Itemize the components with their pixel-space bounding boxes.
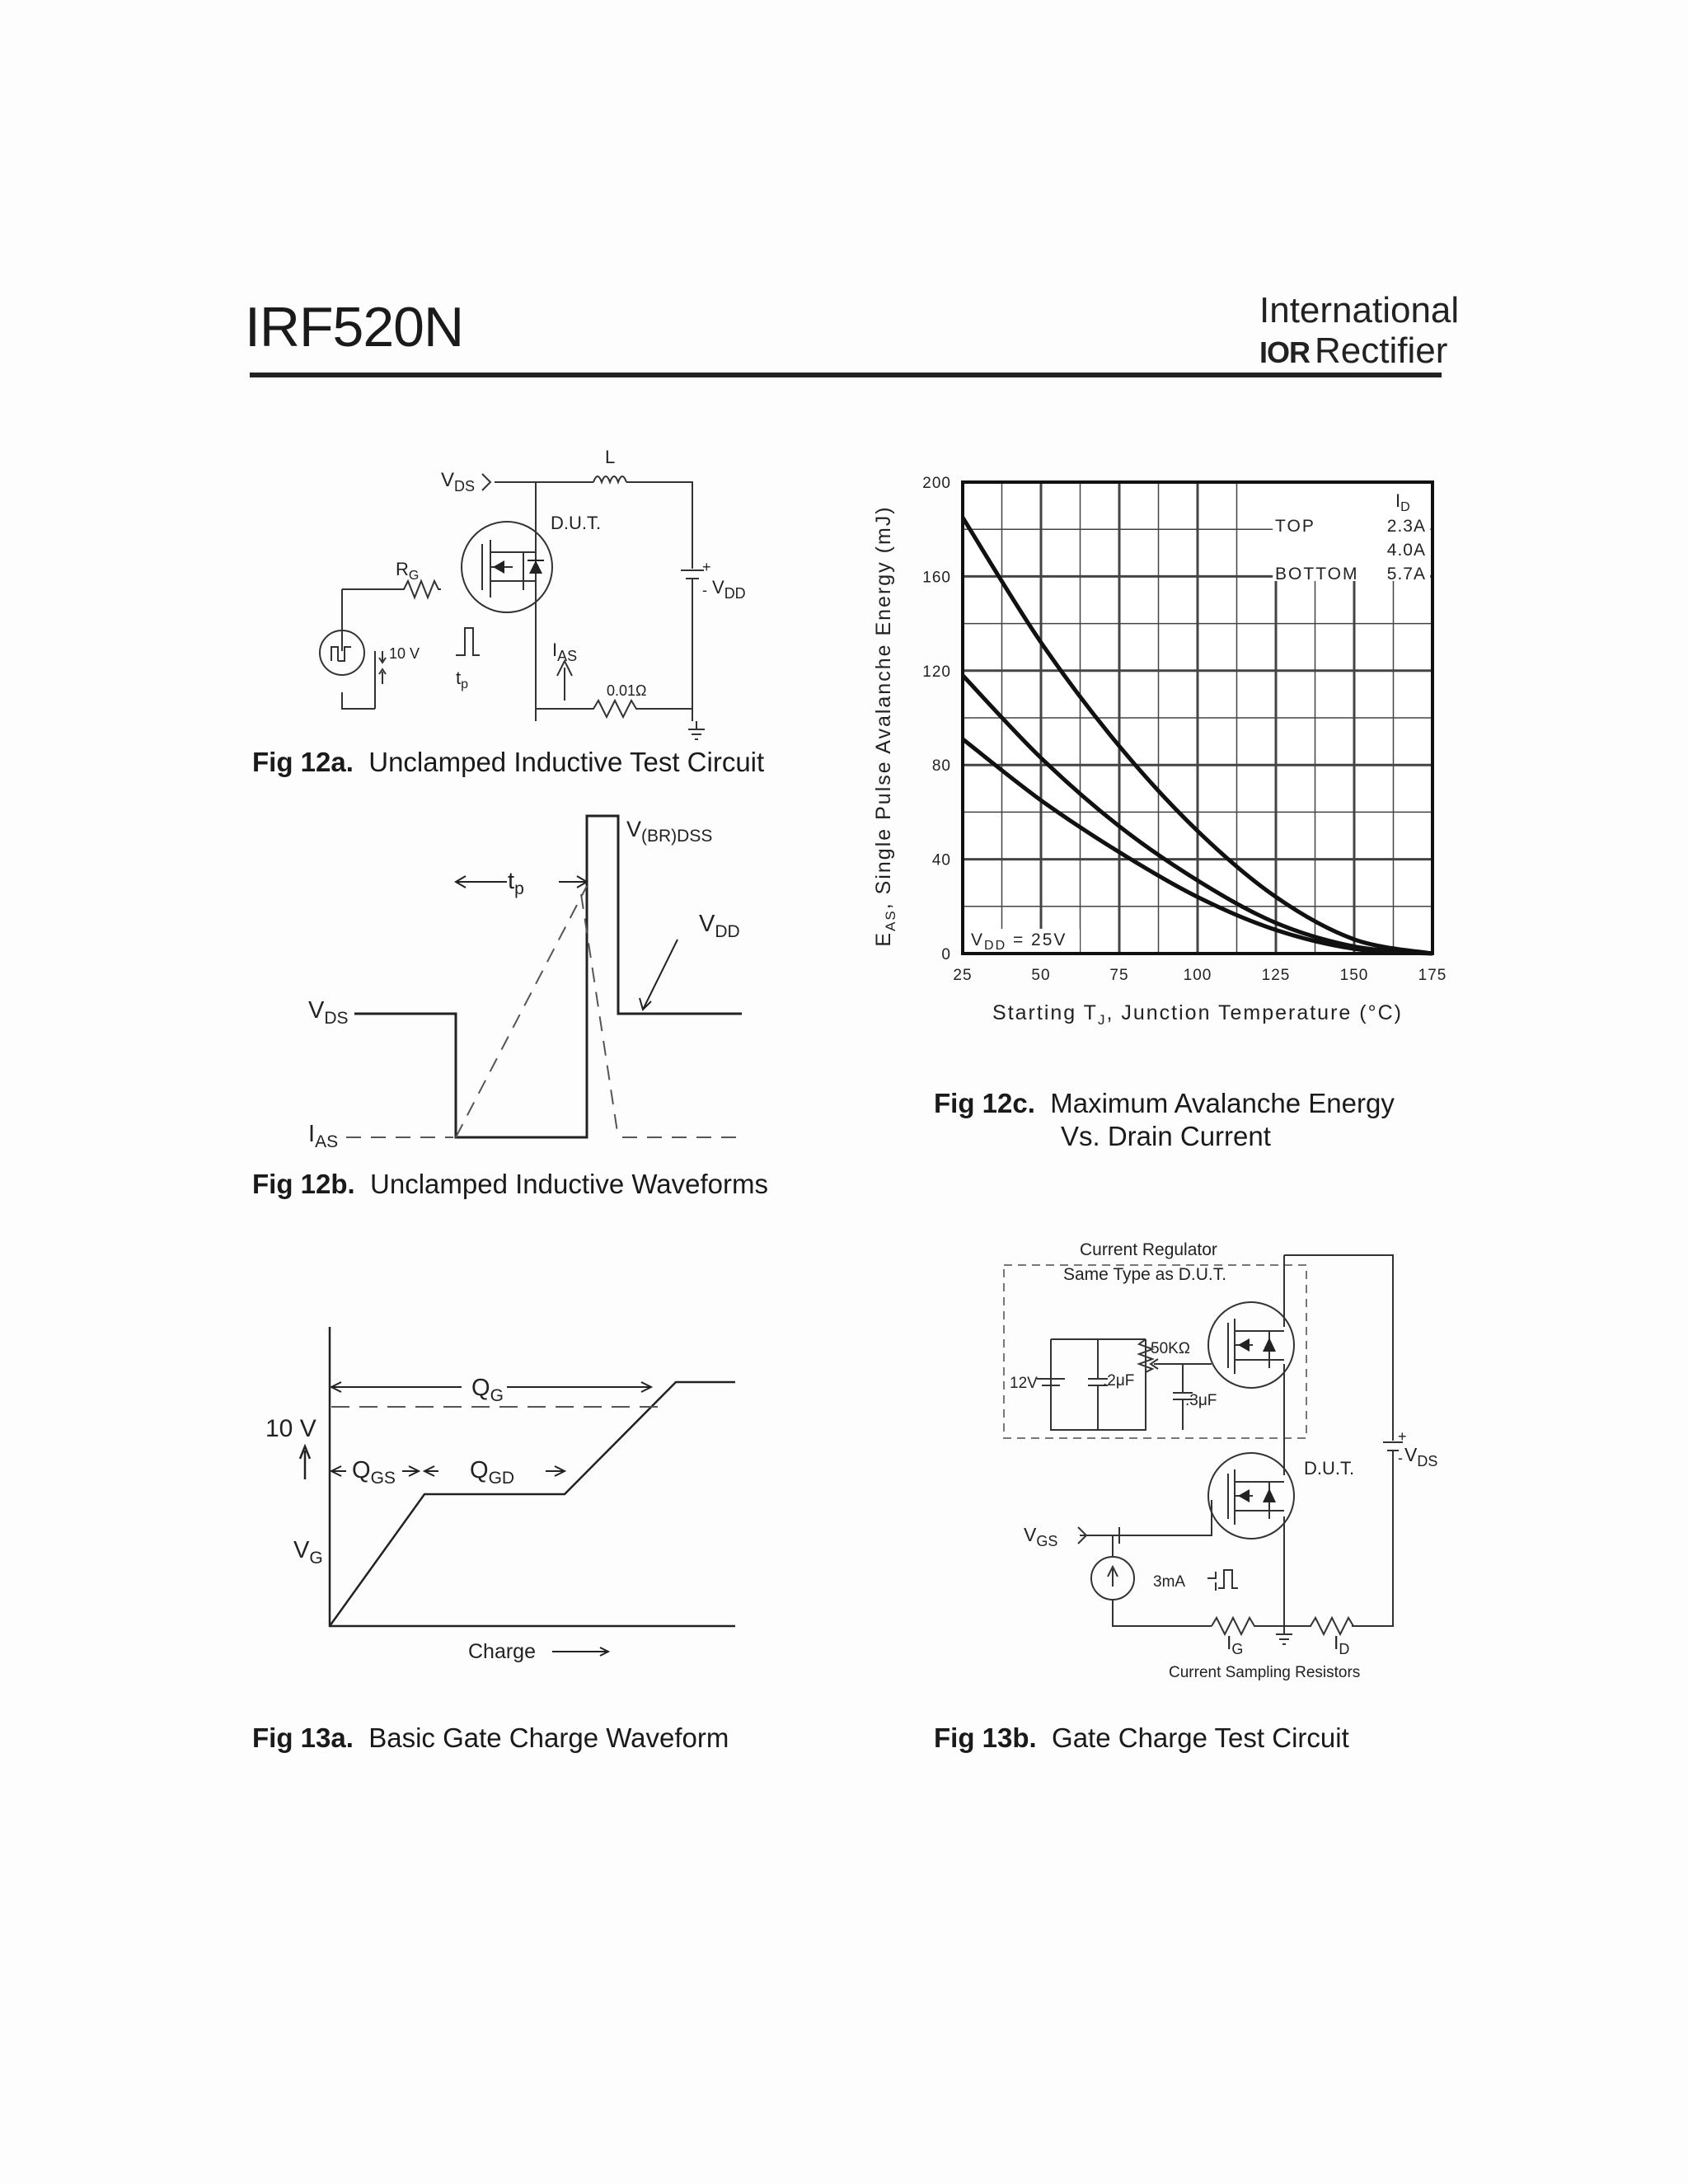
fig13b-circuit (989, 1232, 1467, 1694)
legend-value-3: 5.7A (1386, 565, 1426, 583)
y-tick-label: 200 (922, 475, 951, 492)
ig-label: $I_G$ (1226, 1632, 1244, 1657)
vds-label-13b: $V_{DS}$ (1404, 1444, 1438, 1469)
brand-line2-wrap (1259, 330, 1448, 373)
y-tick-label: 160 (922, 569, 951, 587)
y-tick-label: 0 (941, 946, 951, 963)
x-tick-label: 75 (1109, 967, 1129, 984)
c3-label: .3μF (1185, 1392, 1217, 1409)
y-tick-label: 80 (931, 757, 951, 776)
x-tick-label: 125 (1261, 967, 1291, 984)
legend-value-1: 2.3A (1386, 517, 1426, 536)
vdd-annotation: $V_{DD} = 25V$ (971, 930, 1067, 953)
fig12b-caption: Fig 12b. Unclamped Inductive Waveforms (252, 1169, 768, 1199)
vdd-minus: - (702, 582, 707, 598)
fig13a-waveform (256, 1315, 750, 1669)
fig13a-caption: Fig 13a. Basic Gate Charge Waveform (252, 1722, 729, 1753)
inductor-label: L (605, 447, 616, 467)
x-axis-label: Starting $T_J$, Junction Temperature (°C) (992, 1001, 1403, 1028)
x-tick-label: 50 (1031, 967, 1051, 984)
vds-label: $V_{DS}$ (441, 469, 476, 494)
legend-header: $I_D$ (1395, 490, 1410, 514)
id-label: $I_D$ (1334, 1632, 1350, 1657)
ma3-label: 3mA (1153, 1573, 1186, 1591)
fig12c-caption: Fig 12c. Maximum Avalanche Energy (934, 1088, 1395, 1118)
brand-logo (1259, 290, 1460, 373)
vdd-label-12b: $V_{DD}$ (699, 911, 740, 941)
vg-label: $V_G$ (293, 1537, 323, 1568)
tp-label: $t_p$ (456, 668, 469, 691)
brand-line1: International (1259, 290, 1460, 330)
y-tick-label: 40 (931, 851, 951, 869)
regulator-label-1: Current Regulator (1080, 1240, 1217, 1259)
fig12b-waveforms (297, 804, 775, 1150)
vds-minus: - (1398, 1450, 1403, 1466)
vds-label-12b: $V_{DS}$ (308, 997, 349, 1028)
vgs-label: $V_{GS}$ (1024, 1524, 1058, 1549)
dut-label-13b: D.U.T. (1304, 1458, 1355, 1479)
y-axis-label: $E_{AS}$, Single Pulse Avalanche Energy (mJ) (872, 505, 898, 947)
fig12c-chart (857, 457, 1467, 1051)
x-tick-label: 150 (1339, 967, 1369, 984)
rg-label: $R_G$ (396, 559, 420, 583)
x-tick-label: 25 (953, 967, 973, 984)
sampling-label: Current Sampling Resistors (1169, 1664, 1361, 1681)
qgs-label: $Q_{GS}$ (352, 1457, 396, 1488)
legend-value-2: 4.0A (1386, 541, 1426, 560)
part-number-title: IRF520N (245, 296, 464, 359)
vdd-label: $V_{DD}$ (712, 577, 746, 602)
fig12c-caption-line2: Vs. Drain Current (1061, 1121, 1271, 1151)
qg-label: $Q_G$ (471, 1375, 504, 1405)
legend-top-label: TOP (1275, 517, 1315, 536)
ior-logo: IOR (1259, 335, 1311, 369)
fig13b-caption: Fig 13b. Gate Charge Test Circuit (934, 1722, 1349, 1753)
brand-line2: Rectifier (1315, 330, 1448, 371)
fig12a-caption: Fig 12a. Unclamped Inductive Test Circuit (252, 747, 765, 777)
x-tick-label: 100 (1183, 967, 1212, 984)
legend-bottom-label: BOTTOM (1275, 565, 1359, 583)
fig12a-circuit (297, 445, 758, 742)
v12-label: 12V (1010, 1375, 1038, 1392)
qgd-label: $Q_{GD}$ (470, 1457, 515, 1488)
tp-label-12b: $t_p$ (508, 868, 524, 898)
ias-label: $I_{AS}$ (552, 640, 578, 664)
y-tick-label: 120 (922, 663, 951, 681)
vds-plus: + (1398, 1428, 1407, 1445)
regulator-label-2: Same Type as D.U.T. (1063, 1265, 1227, 1284)
header-rule (250, 373, 1442, 377)
v10-label-13a: 10 V (265, 1415, 316, 1442)
vdd-plus: + (702, 559, 711, 575)
r001-label: 0.01Ω (607, 682, 647, 699)
x-tick-label: 175 (1418, 967, 1447, 984)
ias-label-12b: $I_{AS}$ (308, 1121, 339, 1150)
vbr-label: $V_{(BR)DSS}$ (626, 817, 713, 846)
r50k-label: 50KΩ (1151, 1340, 1191, 1357)
c2-label: .2μF (1103, 1372, 1135, 1390)
charge-label: Charge (468, 1640, 536, 1663)
dut-label: D.U.T. (551, 513, 602, 533)
v10-label: 10 V (389, 645, 420, 662)
